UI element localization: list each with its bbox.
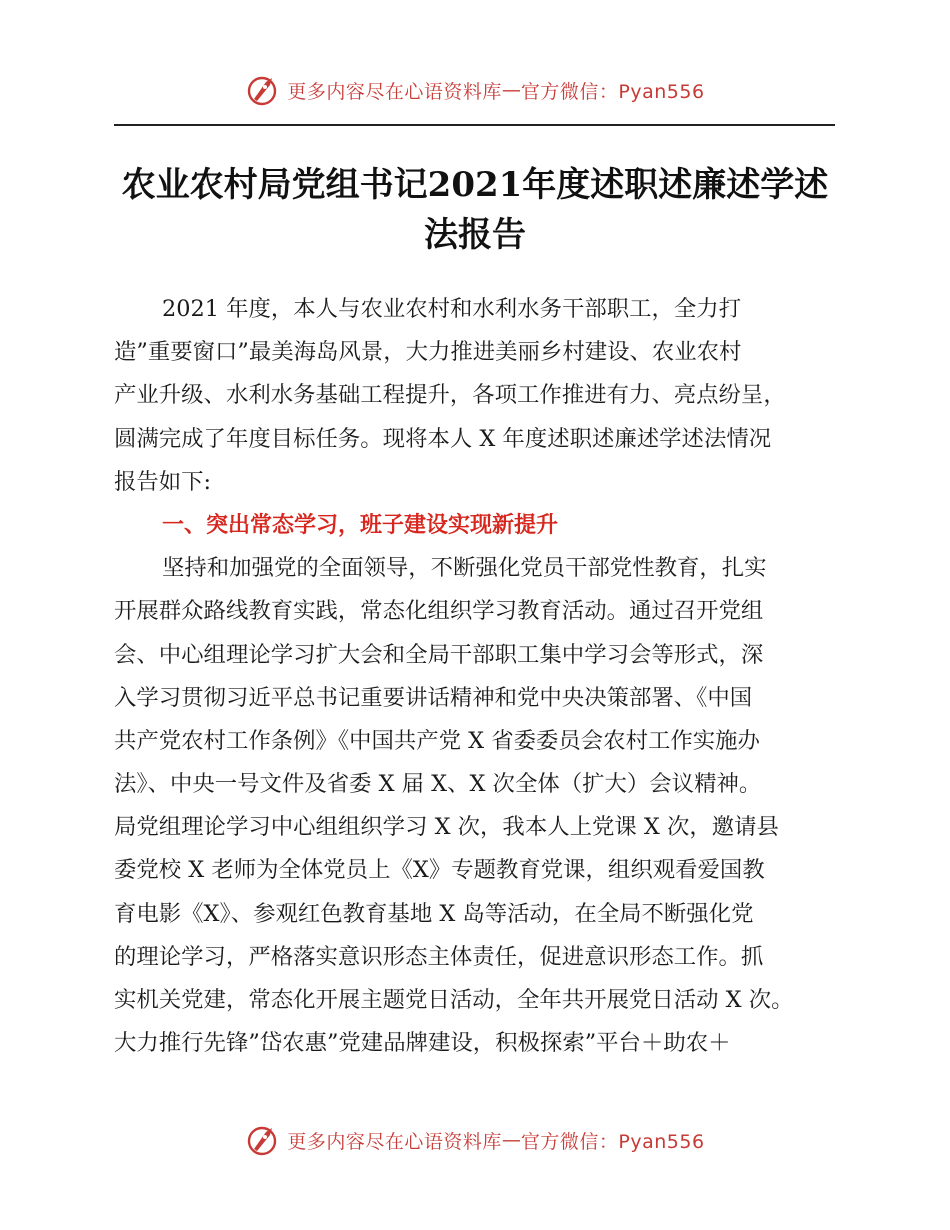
pen-nib-circle-icon (245, 72, 281, 108)
paragraph-line: 法》、中央一号文件及省委 X 届 X、X 次全体（扩大）会议精神。 (114, 771, 762, 798)
pen-nib-circle-icon (245, 1122, 281, 1158)
header-divider (114, 124, 835, 126)
banner-separator: — (501, 79, 521, 101)
paragraph-line: 报告如下: (114, 468, 212, 495)
paragraph-line: 2021 年度，本人与农业农村和水利水务干部职工，全力打 (162, 296, 742, 322)
banner-wechat: 官方微信：Pyan556 (520, 80, 705, 103)
banner-separator: — (501, 1129, 521, 1151)
banner-wechat: 官方微信：Pyan556 (520, 1130, 705, 1153)
paragraph-line: 会、中心组理论学习扩大会和全局干部职工集中学习会等形式，深 (114, 641, 764, 668)
section-heading: 一、突出常态学习，班子建设实现新提升 (162, 512, 559, 538)
paragraph-line: 的理论学习，严格落实意识形态主体责任，促进意识形态工作。抓 (114, 943, 764, 970)
paragraph-line: 造”重要窗口”最美海岛风景，大力推进美丽乡村建设、农业农村 (114, 339, 742, 366)
header-banner (0, 68, 950, 112)
title-line-1: 农业农村局党组书记2021年度述职述廉述学述 (121, 165, 829, 205)
paragraph-line: 局党组理论学习中心组组织学习 X 次，我本人上党课 X 次，邀请县 (114, 814, 779, 841)
paragraph-line: 开展群众路线教育实践，常态化组织学习教育活动。通过召开党组 (114, 598, 764, 625)
paragraph-line: 坚持和加强党的全面领导，不断强化党员干部党性教育，扎实 (162, 555, 767, 582)
title-line-2: 法报告 (424, 215, 526, 255)
body-text (114, 288, 836, 1065)
paragraph-line: 共产党农村工作条例》《中国共产党 X 省委委员会农村工作实施办 (114, 727, 760, 754)
paragraph-line: 圆满完成了年度目标任务。现将本人 X 年度述职述廉述学述法情况 (114, 425, 772, 452)
paragraph-line: 大力推行先锋”岱农惠”党建品牌建设，积极探索”平台＋助农＋ (114, 1030, 731, 1057)
page-title (100, 160, 850, 260)
paragraph-line: 入学习贯彻习近平总书记重要讲话精神和党中央决策部署、《中国 (114, 684, 753, 711)
footer-banner (0, 1118, 950, 1162)
paragraph-line: 委党校 X 老师为全体党员上《X》专题教育党课，组织观看爱国教 (114, 857, 765, 884)
paragraph-line: 育电影《X》、参观红色教育基地 X 岛等活动，在全局不断强化党 (114, 900, 754, 927)
banner-text: 更多内容尽在心语资料库 (287, 80, 502, 103)
banner-text: 更多内容尽在心语资料库 (287, 1130, 502, 1153)
paragraph-line: 产业升级、水利水务基础工程提升，各项工作推进有力、亮点纷呈， (114, 382, 786, 409)
paragraph-line: 实机关党建，常态化开展主题党日活动，全年共开展党日活动 X 次。 (114, 987, 794, 1013)
